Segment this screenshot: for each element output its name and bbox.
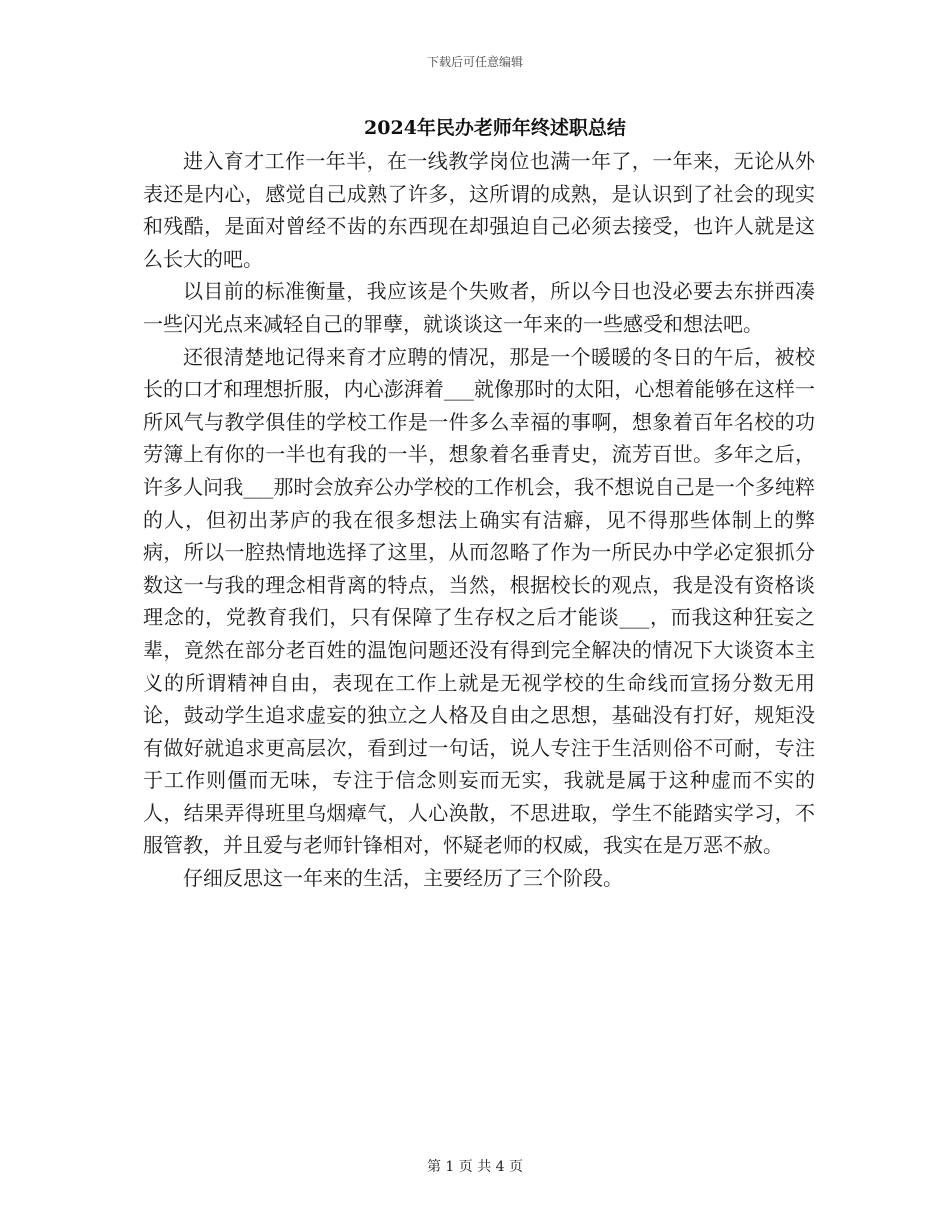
paragraph-3: 还很清楚地记得来育才应聘的情况，那是一个暖暖的冬日的午后，被校长的口才和理想折服，内心澎湃着___就像那时的太阳，心想着能够在这样一所风气与教学俱佳的学校工作是一件多么幸福的事啊，想象着百年名校的功劳簿上有你的一半也有我的一半，想象着名垂青史，流芳百世。多年之后，许多人问我___那时会放弃公办学校的工作机会，我不想说自己是一个多纯粹的人，但初出茅庐的我在很多想法上确实有洁癖，见不得那些体制上的弊病，所以一腔热情地选择了这里，从而忽略了作为一所民办中学必定狠抓分数这一与我的理念相背离的特点，当然，根据校长的观点，我是没有资格谈理念的，党教育我们，只有保障了生存权之后才能谈___，而我这种狂妄之辈，竟然在部分老百姓的温饱问题还没有得到完全解决的情况下大谈资本主义的所谓精神自由，表现在工作上就是无视学校的生命线而宣扬分数无用论，鼓动学生追求虚妄的独立之人格及自由之思想，基础没有打好，规矩没有做好就追求更高层次，看到过一句话，说人专注于生活则俗不可耐，专注于工作则僵而无味，专注于信念则妄而无实，我就是属于这种虚而不实的人，结果弄得班里乌烟瘴气，人心涣散，不思进取，学生不能踏实学习，不服管教，并且爱与老师针锋相对，怀疑老师的权威，我实在是万恶不赦。	[143, 344, 815, 858]
paragraph-4: 仔细反思这一年来的生活，主要经历了三个阶段。	[183, 866, 623, 891]
document-body	[143, 145, 815, 895]
page-number: 第 1 页 共 4 页	[426, 1159, 524, 1175]
document-title: 2024年民办老师年终述职总结	[364, 117, 626, 139]
header-note: 下载后可任意编辑	[426, 55, 523, 69]
paragraph-2: 以目前的标准衡量，我应该是个失败者，所以今日也没必要去东拼西凑一些闪光点来减轻自己的罪孽，就谈谈这一年来的一些感受和想法吧。	[143, 279, 815, 336]
paragraph-1: 进入育才工作一年半，在一线教学岗位也满一年了，一年来，无论从外表还是内心，感觉自己成熟了许多，这所谓的成熟，是认识到了社会的现实和残酷，是面对曾经不齿的东西现在却强迫自己必须去接受，也许人就是这么长大的吧。	[143, 149, 815, 271]
